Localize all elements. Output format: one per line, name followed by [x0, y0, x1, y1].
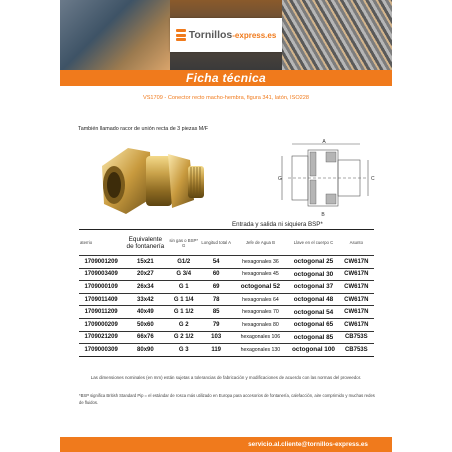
cell-art: 1709000309 [79, 344, 123, 357]
col-jefe: Jefe de Agua B [232, 230, 288, 256]
title-bar [60, 70, 392, 86]
cell-equiv: 26x34 [123, 281, 167, 294]
table-row [79, 268, 374, 281]
cell-llave: octogonal 48 [288, 293, 338, 306]
cell-art: 1709011409 [79, 293, 123, 306]
cell-length: 69 [200, 281, 232, 294]
cell-length: 60 [200, 268, 232, 281]
table-header-row [79, 230, 374, 256]
cell-llave: octogonal 30 [288, 268, 338, 281]
cell-jefe: hexagonales 106 [232, 331, 288, 344]
cell-jefe: hexagonales 130 [232, 344, 288, 357]
cell-art: 1709003409 [79, 268, 123, 281]
cell-equiv: 15x21 [123, 256, 167, 269]
cell-equiv: 66x76 [123, 331, 167, 344]
cell-llave: octogonal 25 [288, 256, 338, 269]
cell-llave: octogonal 85 [288, 331, 338, 344]
cell-equiv: 80x90 [123, 344, 167, 357]
table-row [79, 256, 374, 269]
product-subtitle: VS1709 - Conector recto macho-hembra, figura 341, latón, ISO228 [142, 95, 310, 101]
dim-label-g: G [278, 176, 282, 182]
cell-asunto: CW617N [339, 306, 374, 319]
cell-length: 78 [200, 293, 232, 306]
logo-icon [176, 29, 186, 41]
cell-art: 1709000109 [79, 281, 123, 294]
cell-jefe: hexagonales 45 [232, 268, 288, 281]
cell-length: 119 [200, 344, 232, 357]
cell-asunto: CW617N [339, 281, 374, 294]
brass-connector-photo [98, 138, 208, 220]
brand-name: Tornillos [188, 29, 233, 41]
cell-art: 1709011209 [79, 306, 123, 319]
cell-equiv: 50x60 [123, 318, 167, 331]
cell-gas: G 1 1/4 [168, 293, 200, 306]
tools-photo [60, 0, 170, 70]
cell-asunto: CB753S [339, 344, 374, 357]
cell-llave: octogonal 54 [288, 306, 338, 319]
table-caption: Entrada y salida ni siquiera BSP* [232, 221, 323, 228]
brand-suffix: -express.es [232, 31, 277, 40]
cell-gas: G 2 1/2 [168, 331, 200, 344]
cell-jefe: hexagonales 70 [232, 306, 288, 319]
cell-asunto: CW617N [339, 256, 374, 269]
dim-label-b: B [321, 212, 325, 218]
cell-length: 103 [200, 331, 232, 344]
cell-asunto: CW617N [339, 318, 374, 331]
cell-art: 1709021209 [79, 331, 123, 344]
cell-llave: octogonal 100 [288, 344, 338, 357]
cell-llave: octogonal 37 [288, 281, 338, 294]
col-art: aterrio [79, 230, 123, 256]
cell-asunto: CB753S [339, 331, 374, 344]
cell-gas: G 1 [168, 281, 200, 294]
cell-llave: octogonal 65 [288, 318, 338, 331]
brand-logo[interactable] [170, 18, 282, 52]
dim-label-a: A [322, 139, 326, 145]
footer-bar [60, 437, 392, 452]
dimensions-note: Las dimensiones nominales (en mm) están sujetas a tolerancias de fabricación y modificaciones de acuerdo con las normas del proveedor. [90, 375, 362, 380]
cell-jefe: hexagonales 36 [232, 256, 288, 269]
cell-jefe: octogonal 52 [232, 281, 288, 294]
spec-table [79, 229, 374, 357]
footer-email-link[interactable]: servicio.al.cliente@tornillos-express.es [248, 441, 368, 448]
cell-equiv: 40x49 [123, 306, 167, 319]
col-length: Longitud total A [200, 230, 232, 256]
col-gas: sin gas o BSP* G [168, 230, 200, 256]
header-banner [60, 0, 392, 70]
page-title: Ficha técnica [186, 71, 266, 85]
cell-length: 79 [200, 318, 232, 331]
cell-length: 85 [200, 306, 232, 319]
col-llave: Llave en el cuerpo C [288, 230, 338, 256]
cell-equiv: 33x42 [123, 293, 167, 306]
cell-asunto: CW617N [339, 293, 374, 306]
bsp-note: *BSP significa British Standard Pip = el estándar de rosca más utilizado en Europa para accesorios de fontanería, calefacción, aire comprimido y muchas redes de fluidos. [79, 393, 375, 405]
table-row [79, 306, 374, 319]
cell-gas: G 2 [168, 318, 200, 331]
table-row [79, 344, 374, 357]
technical-drawing [268, 138, 378, 218]
table-row [79, 331, 374, 344]
col-asunto: Asunto [339, 230, 374, 256]
cell-equiv: 20x27 [123, 268, 167, 281]
cell-jefe: hexagonales 64 [232, 293, 288, 306]
cell-art: 1709001209 [79, 256, 123, 269]
table-row [79, 293, 374, 306]
col-equiv: Equivalente de fontanería [123, 230, 167, 256]
cell-asunto: CW617N [339, 268, 374, 281]
cell-jefe: hexagonales 80 [232, 318, 288, 331]
cell-gas: G1/2 [168, 256, 200, 269]
cell-gas: G 1 1/2 [168, 306, 200, 319]
cell-gas: G 3 [168, 344, 200, 357]
cell-art: 1709000209 [79, 318, 123, 331]
table-row [79, 318, 374, 331]
also-called: También llamado racor de unión recta de 3 piezas M/F [78, 126, 209, 132]
screws-photo [282, 0, 392, 70]
cell-gas: G 3/4 [168, 268, 200, 281]
cell-length: 54 [200, 256, 232, 269]
dim-label-c: C [371, 176, 375, 182]
table-row [79, 281, 374, 294]
